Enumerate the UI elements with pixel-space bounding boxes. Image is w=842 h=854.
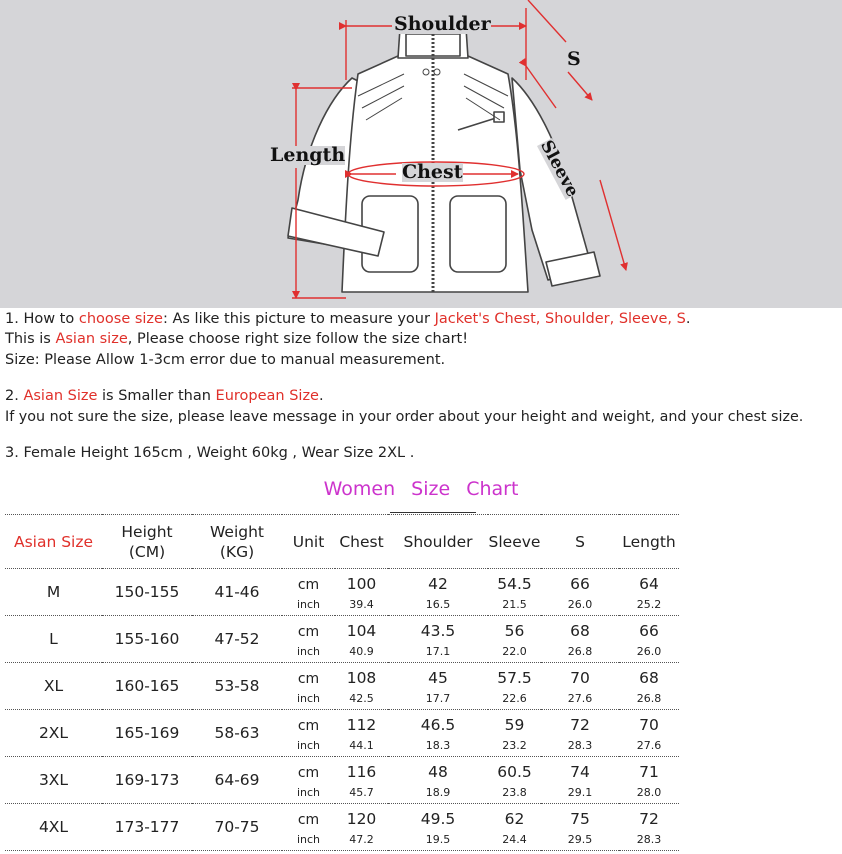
sleeve-label: Sleeve — [536, 137, 583, 201]
s-inch-cell: 27.6 — [541, 687, 619, 710]
length-cm-cell: 70 — [639, 716, 659, 734]
unit-inch-cell: inch — [282, 828, 335, 851]
header-sleeve: Sleeve — [488, 515, 541, 569]
jacket-illustration — [0, 0, 842, 308]
size-cell: 4XL — [5, 804, 102, 851]
size-cell: M — [5, 569, 102, 616]
sleeve-cm-cell: 60.5 — [497, 763, 532, 781]
length-inch-cell: 27.6 — [619, 734, 679, 757]
s-cm-cell: 66 — [570, 575, 590, 593]
chest-cm-cell: 116 — [346, 763, 377, 781]
length-inch-cell: 26.0 — [619, 640, 679, 663]
header-s: S — [541, 515, 619, 569]
s-inch-cell: 26.8 — [541, 640, 619, 663]
shoulder-inch-cell: 17.1 — [388, 640, 488, 663]
measurement-figure — [0, 0, 842, 308]
unit-inch-cell: inch — [282, 781, 335, 804]
s-label: S — [567, 48, 581, 70]
shoulder-label: Shoulder — [394, 13, 491, 35]
header-chest: Chest — [335, 515, 388, 569]
intro-line-4: 2. Asian Size is Smaller than European Size. — [5, 388, 324, 404]
table-row — [5, 710, 679, 735]
shoulder-cm-cell: 45 — [428, 669, 448, 687]
weight-cell: 64-69 — [192, 757, 282, 804]
unit-inch-cell: inch — [282, 593, 335, 616]
table-header-row — [5, 515, 679, 569]
length-cm-cell: 66 — [639, 622, 659, 640]
length-label: Length — [270, 144, 346, 166]
chest-cm-cell: 104 — [346, 622, 377, 640]
sleeve-inch-cell: 23.8 — [488, 781, 541, 804]
size-cell: XL — [5, 663, 102, 710]
s-inch-cell: 28.3 — [541, 734, 619, 757]
sleeve-inch-cell: 22.6 — [488, 687, 541, 710]
table-row — [5, 569, 679, 594]
chest-cm-cell: 100 — [346, 575, 377, 593]
chart-title: Women Size Chart — [323, 478, 519, 500]
chest-inch-cell: 45.7 — [335, 781, 388, 804]
chest-label: Chest — [402, 161, 463, 183]
length-inch-cell: 28.3 — [619, 828, 679, 851]
sleeve-cm-cell: 54.5 — [497, 575, 532, 593]
header-weight: Weight (KG) — [192, 515, 282, 569]
size-cell: 2XL — [5, 710, 102, 757]
s-cm-cell: 72 — [570, 716, 590, 734]
shoulder-inch-cell: 16.5 — [388, 593, 488, 616]
sleeve-inch-cell: 24.4 — [488, 828, 541, 851]
sleeve-inch-cell: 21.5 — [488, 593, 541, 616]
s-cm-cell: 75 — [570, 810, 590, 828]
s-cm-cell: 68 — [570, 622, 590, 640]
size-table-body — [5, 569, 679, 851]
shoulder-inch-cell: 18.9 — [388, 781, 488, 804]
table-row — [5, 616, 679, 641]
sleeve-cm-cell: 62 — [504, 810, 525, 828]
shoulder-inch-cell: 18.3 — [388, 734, 488, 757]
s-cm-cell: 70 — [570, 669, 590, 687]
sleeve-cm-cell: 57.5 — [497, 669, 532, 687]
unit-cm-cell: cm — [297, 718, 320, 734]
header-shoulder: Shoulder — [388, 515, 488, 569]
shoulder-cm-cell: 48 — [428, 763, 448, 781]
size-table — [5, 514, 679, 851]
unit-cm-cell: cm — [297, 812, 320, 828]
height-cell: 169-173 — [102, 757, 192, 804]
shoulder-inch-cell: 19.5 — [388, 828, 488, 851]
shoulder-cm-cell: 43.5 — [420, 622, 456, 640]
unit-cm-cell: cm — [297, 765, 320, 781]
chest-inch-cell: 39.4 — [335, 593, 388, 616]
length-cm-cell: 71 — [639, 763, 659, 781]
unit-cm-cell: cm — [297, 577, 320, 593]
sleeve-inch-cell: 22.0 — [488, 640, 541, 663]
chest-inch-cell: 42.5 — [335, 687, 388, 710]
weight-cell: 53-58 — [192, 663, 282, 710]
unit-inch-cell: inch — [282, 734, 335, 757]
chest-cm-cell: 120 — [346, 810, 377, 828]
intro-line-1: 1. How to choose size: As like this picture to measure your Jacket's Chest, Shoulder, Sleeve, S. — [5, 311, 691, 327]
weight-cell: 58-63 — [192, 710, 282, 757]
intro-line-5: If you not sure the size, please leave message in your order about your height and weight, and your chest size. — [5, 409, 804, 425]
weight-cell: 41-46 — [192, 569, 282, 616]
weight-cell: 47-52 — [192, 616, 282, 663]
shoulder-cm-cell: 46.5 — [420, 716, 456, 734]
chest-inch-cell: 44.1 — [335, 734, 388, 757]
length-inch-cell: 25.2 — [619, 593, 679, 616]
header-height: Height (CM) — [102, 515, 192, 569]
sleeve-inch-cell: 23.2 — [488, 734, 541, 757]
height-cell: 165-169 — [102, 710, 192, 757]
sleeve-cm-cell: 59 — [504, 716, 525, 734]
height-cell: 155-160 — [102, 616, 192, 663]
s-cm-cell: 74 — [570, 763, 590, 781]
header-unit: Unit — [282, 515, 335, 569]
shoulder-inch-cell: 17.7 — [388, 687, 488, 710]
length-cm-cell: 68 — [639, 669, 659, 687]
intro-line-2: This is Asian size, Please choose right size follow the size chart! — [5, 331, 469, 347]
height-cell: 160-165 — [102, 663, 192, 710]
length-inch-cell: 28.0 — [619, 781, 679, 804]
table-row — [5, 663, 679, 688]
header-length: Length — [619, 515, 679, 569]
table-row — [5, 804, 679, 829]
length-inch-cell: 26.8 — [619, 687, 679, 710]
unit-cm-cell: cm — [297, 624, 320, 640]
unit-inch-cell: inch — [282, 640, 335, 663]
chest-inch-cell: 40.9 — [335, 640, 388, 663]
chest-inch-cell: 47.2 — [335, 828, 388, 851]
chest-cm-cell: 108 — [346, 669, 377, 687]
s-inch-cell: 29.5 — [541, 828, 619, 851]
weight-cell: 70-75 — [192, 804, 282, 851]
intro-line-6: 3. Female Height 165cm , Weight 60kg , Wear Size 2XL . — [5, 445, 415, 461]
unit-inch-cell: inch — [282, 687, 335, 710]
size-cell: L — [5, 616, 102, 663]
s-inch-cell: 26.0 — [541, 593, 619, 616]
height-cell: 150-155 — [102, 569, 192, 616]
size-cell: 3XL — [5, 757, 102, 804]
title-underline — [390, 512, 476, 513]
chest-cm-cell: 112 — [346, 716, 377, 734]
height-cell: 173-177 — [102, 804, 192, 851]
shoulder-cm-cell: 42 — [428, 575, 448, 593]
sleeve-cm-cell: 56 — [504, 622, 525, 640]
unit-cm-cell: cm — [297, 671, 320, 687]
length-cm-cell: 64 — [639, 575, 659, 593]
s-inch-cell: 29.1 — [541, 781, 619, 804]
table-row — [5, 757, 679, 782]
shoulder-cm-cell: 49.5 — [420, 810, 456, 828]
header-asian-size: Asian Size — [5, 515, 102, 569]
intro-line-3: Size: Please Allow 1-3cm error due to manual measurement. — [5, 352, 446, 368]
length-cm-cell: 72 — [639, 810, 659, 828]
